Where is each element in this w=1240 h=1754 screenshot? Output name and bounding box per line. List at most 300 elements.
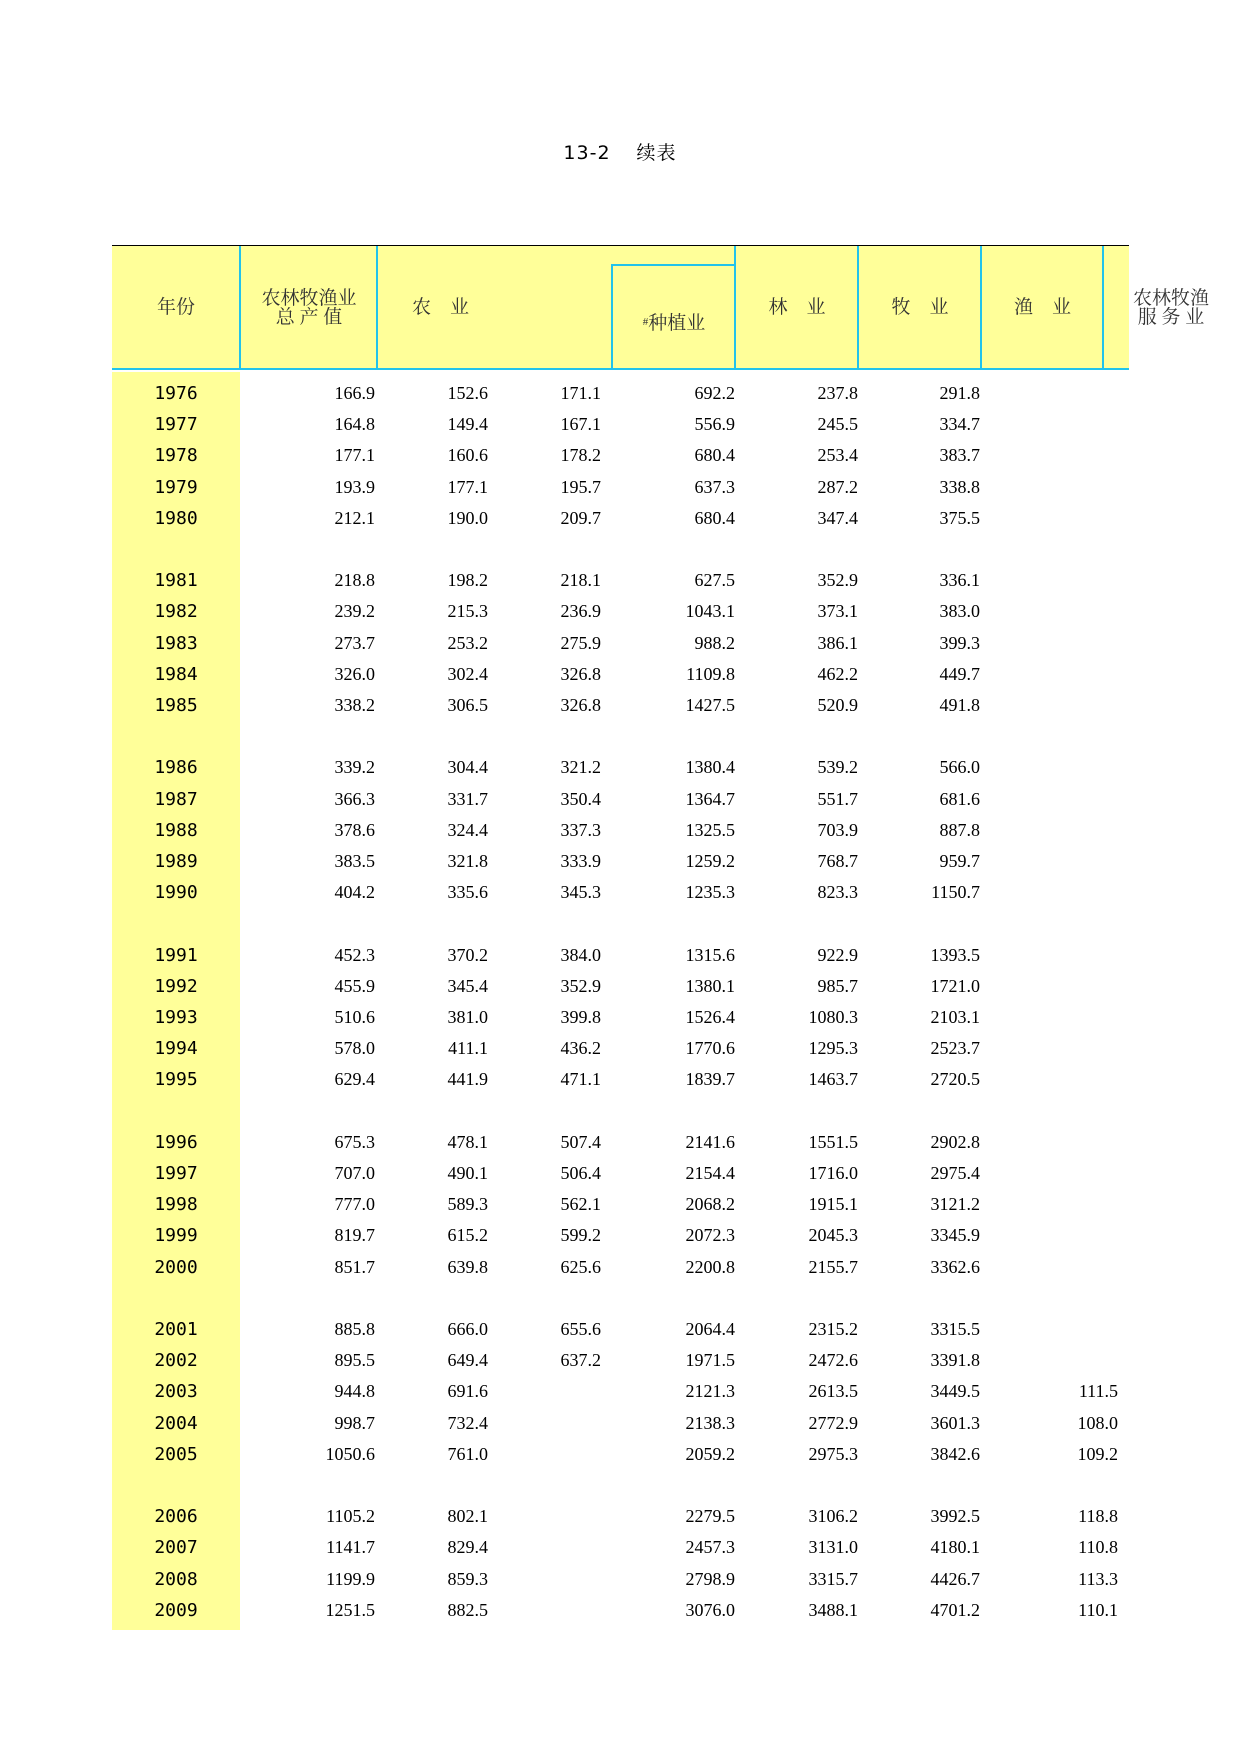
year-cell: 2009 [154, 1599, 198, 1621]
fishery-cell: 334.7 [939, 414, 980, 435]
planting-cell: 326.8 [560, 695, 601, 715]
year-cell: 2003 [154, 1381, 198, 1403]
animal-husbandry-cell: 3131.0 [808, 1537, 858, 1558]
table-row [112, 1595, 1129, 1626]
table-row [112, 472, 1129, 503]
agriculture-cell: 441.9 [447, 1069, 488, 1090]
forestry-cell: 637.3 [694, 476, 735, 497]
forestry-cell: 1259.2 [685, 851, 735, 871]
header-forestry: 林 业 [768, 297, 826, 318]
forestry-cell: 2798.9 [685, 1568, 735, 1589]
forestry-cell: 1380.1 [685, 975, 735, 996]
animal-husbandry-cell: 2975.3 [808, 1443, 858, 1464]
forestry-cell: 1839.7 [685, 1069, 735, 1090]
total-output-cell: 675.3 [334, 1131, 375, 1152]
total-output-cell: 819.7 [334, 1225, 375, 1246]
animal-husbandry-cell: 253.4 [817, 445, 858, 466]
agriculture-cell: 478.1 [447, 1131, 488, 1152]
total-output-cell: 212.1 [334, 507, 375, 528]
total-output-cell: 1105.2 [326, 1506, 375, 1527]
agriculture-cell: 160.6 [447, 445, 488, 466]
planting-cell: 436.2 [560, 1038, 601, 1059]
fishery-cell: 3121.2 [930, 1194, 980, 1215]
table-row [112, 784, 1129, 815]
fishery-cell: 338.8 [939, 476, 980, 497]
agriculture-cell: 177.1 [447, 476, 488, 497]
animal-husbandry-cell: 237.8 [817, 383, 858, 403]
service-cell: 113.3 [1078, 1568, 1118, 1589]
planting-cell: 333.9 [560, 851, 601, 871]
fishery-cell: 1721.0 [930, 975, 980, 996]
fishery-cell: 1150.7 [931, 882, 980, 903]
forestry-cell: 2064.4 [685, 1319, 735, 1339]
total-output-cell: 895.5 [334, 1350, 375, 1371]
total-output-cell: 273.7 [334, 632, 375, 653]
total-output-cell: 455.9 [334, 975, 375, 996]
header-animal: 牧 业 [891, 297, 949, 318]
fishery-cell: 399.3 [939, 632, 980, 653]
service-cell [1008, 752, 1118, 783]
service-cell [1008, 596, 1118, 627]
animal-husbandry-cell: 985.7 [817, 975, 858, 996]
agriculture-cell: 859.3 [447, 1568, 488, 1589]
header-total-line2: 总 产 值 [275, 306, 343, 328]
service-cell [1008, 409, 1118, 440]
animal-husbandry-cell: 703.9 [817, 819, 858, 840]
agriculture-cell: 345.4 [447, 975, 488, 996]
fishery-cell: 3345.9 [930, 1225, 980, 1246]
planting-cell: 625.6 [560, 1256, 601, 1277]
planting-cell: 471.1 [560, 1069, 601, 1090]
service-cell [1008, 1002, 1118, 1033]
fishery-cell: 681.6 [939, 788, 980, 809]
service-cell [1008, 1314, 1118, 1345]
fishery-cell: 3315.5 [930, 1319, 980, 1339]
animal-husbandry-cell: 1463.7 [808, 1069, 858, 1090]
year-cell: 1987 [154, 788, 198, 810]
table-row [112, 1158, 1129, 1189]
fishery-cell: 336.1 [939, 570, 980, 591]
animal-husbandry-cell: 2155.7 [808, 1256, 858, 1277]
forestry-cell: 627.5 [694, 570, 735, 591]
animal-husbandry-cell: 520.9 [817, 695, 858, 715]
total-output-cell: 218.8 [334, 570, 375, 591]
planting-cell: 178.2 [560, 445, 601, 466]
table-row [112, 1314, 1129, 1345]
animal-husbandry-cell: 922.9 [817, 944, 858, 965]
planting-cell: 171.1 [560, 383, 601, 403]
animal-husbandry-cell: 768.7 [817, 851, 858, 871]
planting-cell: 352.9 [560, 975, 601, 996]
header-total-line1: 农林牧渔业 [261, 287, 357, 309]
table-row [112, 752, 1129, 783]
agriculture-cell: 882.5 [447, 1599, 488, 1620]
forestry-cell: 680.4 [694, 445, 735, 466]
agriculture-cell: 306.5 [447, 695, 488, 715]
table-row [112, 877, 1129, 908]
animal-husbandry-cell: 1551.5 [808, 1131, 858, 1152]
total-output-cell: 239.2 [334, 601, 375, 622]
fishery-cell: 449.7 [939, 663, 980, 684]
year-cell: 1976 [154, 383, 198, 404]
forestry-cell: 2200.8 [685, 1256, 735, 1277]
forestry-cell: 2457.3 [685, 1537, 735, 1558]
planting-cell: 637.2 [560, 1350, 601, 1371]
year-cell: 2002 [154, 1350, 198, 1372]
table-row [112, 940, 1129, 971]
planting-cell: 275.9 [560, 632, 601, 653]
planting-mark: # [642, 315, 649, 328]
agriculture-cell: 152.6 [447, 383, 488, 403]
animal-husbandry-cell: 462.2 [817, 663, 858, 684]
planting-cell [491, 1439, 601, 1470]
table-row [112, 1252, 1129, 1283]
planting-cell: 506.4 [560, 1163, 601, 1183]
fishery-cell: 3362.6 [930, 1256, 980, 1277]
service-cell [1008, 877, 1118, 908]
header-service-line2: 服 务 业 [1137, 306, 1205, 328]
table-row [112, 565, 1129, 596]
year-cell: 1996 [154, 1131, 198, 1153]
service-cell: 118.8 [1078, 1506, 1118, 1527]
agriculture-cell: 302.4 [447, 663, 488, 684]
service-cell: 110.1 [1078, 1599, 1118, 1620]
animal-husbandry-cell: 539.2 [817, 757, 858, 778]
table-row [112, 1564, 1129, 1595]
agriculture-cell: 761.0 [447, 1443, 488, 1464]
fishery-cell: 2975.4 [930, 1163, 980, 1183]
table-row [112, 1127, 1129, 1158]
animal-husbandry-cell: 2472.6 [808, 1350, 858, 1371]
total-output-cell: 998.7 [334, 1412, 375, 1433]
planting-cell [491, 1408, 601, 1439]
animal-husbandry-cell: 551.7 [817, 788, 858, 809]
year-cell: 1994 [154, 1038, 198, 1060]
table-row [112, 1532, 1129, 1563]
total-output-cell: 177.1 [334, 445, 375, 466]
total-output-cell: 193.9 [334, 476, 375, 497]
animal-husbandry-cell: 823.3 [817, 882, 858, 903]
planting-cell: 655.6 [560, 1319, 601, 1339]
year-cell: 1991 [154, 944, 198, 966]
forestry-cell: 2138.3 [685, 1412, 735, 1433]
year-cell: 1998 [154, 1194, 198, 1216]
fishery-cell: 375.5 [939, 507, 980, 528]
forestry-cell: 2059.2 [685, 1443, 735, 1464]
table-row [112, 409, 1129, 440]
total-output-cell: 1199.9 [326, 1568, 375, 1589]
table-row [112, 1002, 1129, 1033]
header-planting-label: 种植业 [648, 313, 706, 334]
service-cell [1008, 503, 1118, 534]
total-output-cell: 338.2 [334, 695, 375, 715]
year-cell: 1980 [154, 507, 198, 529]
year-cell: 2005 [154, 1443, 198, 1465]
service-cell [1008, 940, 1118, 971]
planting-cell: 399.8 [560, 1007, 601, 1027]
service-cell [1008, 628, 1118, 659]
header-service [1104, 246, 1238, 369]
total-output-cell: 452.3 [334, 944, 375, 965]
agriculture-cell: 215.3 [447, 601, 488, 622]
table-row [112, 1345, 1129, 1376]
year-cell: 1982 [154, 601, 198, 623]
forestry-cell: 1364.7 [685, 788, 735, 809]
total-output-cell: 366.3 [334, 788, 375, 809]
planting-cell: 209.7 [560, 507, 601, 528]
table-title: 续表 [636, 142, 677, 164]
animal-husbandry-cell: 2613.5 [808, 1381, 858, 1402]
year-cell: 1993 [154, 1007, 198, 1028]
forestry-cell: 1526.4 [685, 1007, 735, 1027]
forestry-cell: 2072.3 [685, 1225, 735, 1246]
fishery-cell: 2103.1 [930, 1007, 980, 1027]
forestry-cell: 1235.3 [685, 882, 735, 903]
planting-cell: 236.9 [560, 601, 601, 622]
agriculture-cell: 381.0 [447, 1007, 488, 1027]
total-output-cell: 404.2 [334, 882, 375, 903]
animal-husbandry-cell: 287.2 [817, 476, 858, 497]
fishery-cell: 959.7 [939, 851, 980, 871]
animal-husbandry-cell: 2315.2 [808, 1319, 858, 1339]
header-service-line1: 农林牧渔 [1132, 287, 1209, 309]
total-output-cell: 378.6 [334, 819, 375, 840]
fishery-cell: 4180.1 [930, 1537, 980, 1558]
animal-husbandry-cell: 3106.2 [808, 1506, 858, 1527]
year-cell: 1995 [154, 1069, 198, 1091]
table-row [112, 1220, 1129, 1251]
animal-husbandry-cell: 1080.3 [808, 1007, 858, 1027]
total-output-cell: 629.4 [334, 1069, 375, 1090]
service-cell: 108.0 [1077, 1412, 1118, 1433]
forestry-cell: 1043.1 [685, 601, 735, 622]
fishery-cell: 491.8 [939, 695, 980, 715]
page-title [0, 138, 1240, 165]
animal-husbandry-cell: 1915.1 [808, 1194, 858, 1215]
table-row [112, 1439, 1129, 1470]
header-total [241, 246, 377, 369]
animal-husbandry-cell: 347.4 [817, 507, 858, 528]
total-output-cell: 164.8 [334, 414, 375, 435]
table-row [112, 1064, 1129, 1095]
header-agriculture: 农 业 [412, 297, 470, 318]
planting-cell: 384.0 [560, 944, 601, 965]
planting-cell: 321.2 [560, 757, 601, 778]
planting-cell [491, 1595, 601, 1626]
total-output-cell: 383.5 [334, 851, 375, 871]
total-output-cell: 851.7 [334, 1256, 375, 1277]
service-cell [1008, 690, 1118, 721]
year-cell: 1986 [154, 757, 198, 779]
service-cell [1008, 1033, 1118, 1064]
total-output-cell: 707.0 [334, 1163, 375, 1183]
agriculture-cell: 331.7 [447, 788, 488, 809]
animal-husbandry-cell: 245.5 [817, 414, 858, 435]
forestry-cell: 2279.5 [685, 1506, 735, 1527]
animal-husbandry-cell: 2772.9 [808, 1412, 858, 1433]
year-cell: 1989 [154, 851, 198, 872]
total-output-cell: 885.8 [334, 1319, 375, 1339]
agriculture-cell: 615.2 [447, 1225, 488, 1246]
year-cell: 1992 [154, 975, 198, 997]
total-output-cell: 166.9 [334, 383, 375, 403]
animal-husbandry-cell: 386.1 [817, 632, 858, 653]
planting-cell [491, 1532, 601, 1563]
total-output-cell: 1050.6 [325, 1443, 375, 1464]
planting-cell [491, 1564, 601, 1595]
fishery-cell: 3992.5 [930, 1506, 980, 1527]
planting-cell: 507.4 [560, 1131, 601, 1152]
planting-cell: 195.7 [560, 476, 601, 497]
year-cell: 2007 [154, 1537, 198, 1559]
agriculture-cell: 370.2 [447, 944, 488, 965]
fishery-cell: 3391.8 [930, 1350, 980, 1371]
service-cell [1008, 1252, 1118, 1283]
year-cell: 1977 [154, 414, 198, 436]
year-cell: 1988 [154, 819, 198, 841]
forestry-cell: 2154.4 [685, 1163, 735, 1183]
year-cell: 1984 [154, 663, 198, 685]
total-output-cell: 944.8 [334, 1381, 375, 1402]
agriculture-cell: 829.4 [447, 1537, 488, 1558]
total-output-cell: 777.0 [334, 1194, 375, 1215]
forestry-cell: 1427.5 [685, 695, 735, 715]
service-cell [1008, 846, 1118, 877]
year-cell: 2001 [154, 1319, 198, 1340]
planting-cell [491, 1376, 601, 1407]
fishery-cell: 4701.2 [930, 1599, 980, 1620]
agriculture-cell: 666.0 [447, 1319, 488, 1339]
planting-cell: 218.1 [560, 570, 601, 591]
animal-husbandry-cell: 3488.1 [808, 1599, 858, 1620]
forestry-cell: 680.4 [694, 507, 735, 528]
year-cell: 1990 [154, 882, 198, 904]
fishery-cell: 3842.6 [930, 1443, 980, 1464]
planting-cell [491, 1501, 601, 1532]
service-cell [1008, 565, 1118, 596]
table-row [112, 971, 1129, 1002]
agriculture-cell: 335.6 [447, 882, 488, 903]
service-cell [1008, 1345, 1118, 1376]
planting-cell: 599.2 [560, 1225, 601, 1246]
year-cell: 1978 [154, 445, 198, 467]
service-cell [1008, 659, 1118, 690]
fishery-cell: 887.8 [939, 819, 980, 840]
service-cell [1008, 1158, 1118, 1189]
agriculture-cell: 198.2 [447, 570, 488, 591]
fishery-cell: 2902.8 [930, 1131, 980, 1152]
fishery-cell: 4426.7 [930, 1568, 980, 1589]
year-cell: 1999 [154, 1225, 198, 1247]
agriculture-cell: 324.4 [447, 819, 488, 840]
planting-cell: 350.4 [560, 788, 601, 809]
service-cell [1008, 440, 1118, 471]
forestry-cell: 556.9 [694, 414, 735, 435]
fishery-cell: 2523.7 [930, 1038, 980, 1059]
service-cell [1008, 815, 1118, 846]
table-row [112, 1376, 1129, 1407]
forestry-cell: 1325.5 [685, 819, 735, 840]
table-row [112, 596, 1129, 627]
year-cell: 2006 [154, 1506, 198, 1528]
animal-husbandry-cell: 3315.7 [808, 1568, 858, 1589]
service-cell: 110.8 [1078, 1537, 1118, 1558]
table-row [112, 1408, 1129, 1439]
year-cell: 1981 [154, 570, 198, 592]
service-cell [1008, 472, 1118, 503]
planting-cell: 562.1 [560, 1194, 601, 1215]
animal-husbandry-cell: 2045.3 [808, 1225, 858, 1246]
total-output-cell: 1251.5 [325, 1599, 375, 1620]
fishery-cell: 2720.5 [930, 1069, 980, 1090]
fishery-cell: 566.0 [939, 757, 980, 778]
year-cell: 1979 [154, 476, 198, 498]
forestry-cell: 1109.8 [686, 663, 735, 684]
forestry-cell: 1315.6 [685, 944, 735, 965]
year-cell: 2000 [154, 1256, 198, 1278]
fishery-cell: 383.0 [939, 601, 980, 622]
agriculture-cell: 190.0 [447, 507, 488, 528]
service-cell [1008, 1127, 1118, 1158]
forestry-cell: 988.2 [694, 632, 735, 653]
total-output-cell: 1141.7 [326, 1537, 375, 1558]
table-row [112, 690, 1129, 721]
forestry-cell: 2141.6 [685, 1131, 735, 1152]
table-row [112, 846, 1129, 877]
year-cell: 2008 [154, 1568, 198, 1590]
fishery-cell: 3601.3 [930, 1412, 980, 1433]
forestry-cell: 1971.5 [685, 1350, 735, 1371]
table-header [112, 245, 1209, 370]
year-cell: 2004 [154, 1412, 198, 1434]
planting-cell: 326.8 [560, 663, 601, 684]
agriculture-cell: 639.8 [447, 1256, 488, 1277]
service-cell: 109.2 [1077, 1443, 1118, 1464]
agriculture-cell: 149.4 [447, 414, 488, 435]
service-cell [1008, 971, 1118, 1002]
service-cell: 111.5 [1078, 1381, 1118, 1402]
animal-husbandry-cell: 1716.0 [808, 1163, 858, 1183]
forestry-cell: 1770.6 [685, 1038, 735, 1059]
animal-husbandry-cell: 373.1 [817, 601, 858, 622]
forestry-cell: 1380.4 [685, 757, 735, 778]
total-output-cell: 578.0 [334, 1038, 375, 1059]
table-row [112, 1189, 1129, 1220]
table-row [112, 815, 1129, 846]
planting-cell: 167.1 [560, 414, 601, 435]
agriculture-cell: 691.6 [447, 1381, 488, 1402]
fishery-cell: 3449.5 [930, 1381, 980, 1402]
year-cell: 1997 [154, 1163, 198, 1184]
header-fishery: 渔 业 [1013, 297, 1071, 318]
service-cell [1008, 1189, 1118, 1220]
forestry-cell: 692.2 [694, 383, 735, 403]
forestry-cell: 3076.0 [685, 1599, 735, 1620]
total-output-cell: 326.0 [334, 663, 375, 684]
agriculture-cell: 802.1 [447, 1506, 488, 1527]
agriculture-cell: 253.2 [447, 632, 488, 653]
total-output-cell: 339.2 [334, 757, 375, 778]
agriculture-cell: 490.1 [447, 1163, 488, 1183]
fishery-cell: 383.7 [939, 445, 980, 466]
table-row [112, 440, 1129, 471]
planting-cell: 337.3 [560, 819, 601, 840]
service-cell [1008, 378, 1118, 409]
header-year: 年份 [156, 297, 195, 318]
service-cell [1008, 784, 1118, 815]
agriculture-cell: 304.4 [447, 757, 488, 778]
header-planting [611, 264, 735, 369]
